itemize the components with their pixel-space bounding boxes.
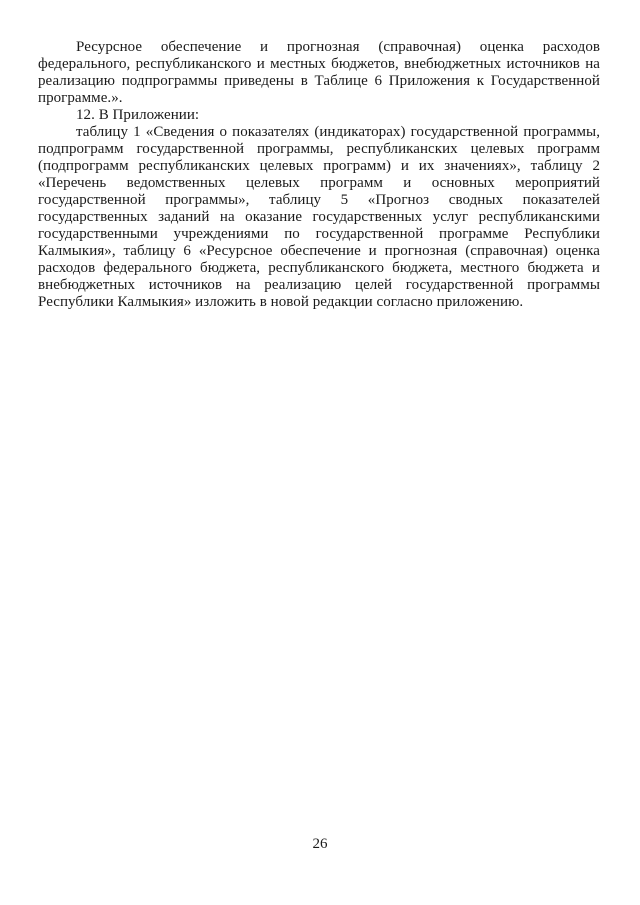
- document-body: [38, 39, 600, 311]
- paragraph-tables-amendment: таблицу 1 «Сведения о показателях (индикаторах) государственной программы, подпрограмм государственной программы, республиканских целевых программ (подпрограмм республиканских целевых программ) и их значениях», таблицу 2 «Перечень ведомственных целевых программ и основных мероприятий государственной программы», таблицу 5 «Прогноз сводных показателей государственных заданий на оказание государственных услуг республиканскими государственными учреждениями по государственной программе Республики Калмыкия», таблицу 6 «Ресурсное обеспечение и прогнозная (справочная) оценка расходов федерального бюджета, республиканского бюджета, местного бюджета и внебюджетных источников на реализацию целей государственной программы Республики Калмыкия» изложить в новой редакции согласно приложению.: [38, 124, 600, 310]
- paragraph-item-12-heading: 12. В Приложении:: [76, 107, 200, 123]
- paragraph-resource-provision: Ресурсное обеспечение и прогнозная (справочная) оценка расходов федерального, республиканского и местных бюджетов, внебюджетных источников на реализацию подпрограммы приведены в Таблице 6 Приложения к Государственной программе.».: [38, 39, 600, 106]
- page-number: 26: [312, 836, 328, 852]
